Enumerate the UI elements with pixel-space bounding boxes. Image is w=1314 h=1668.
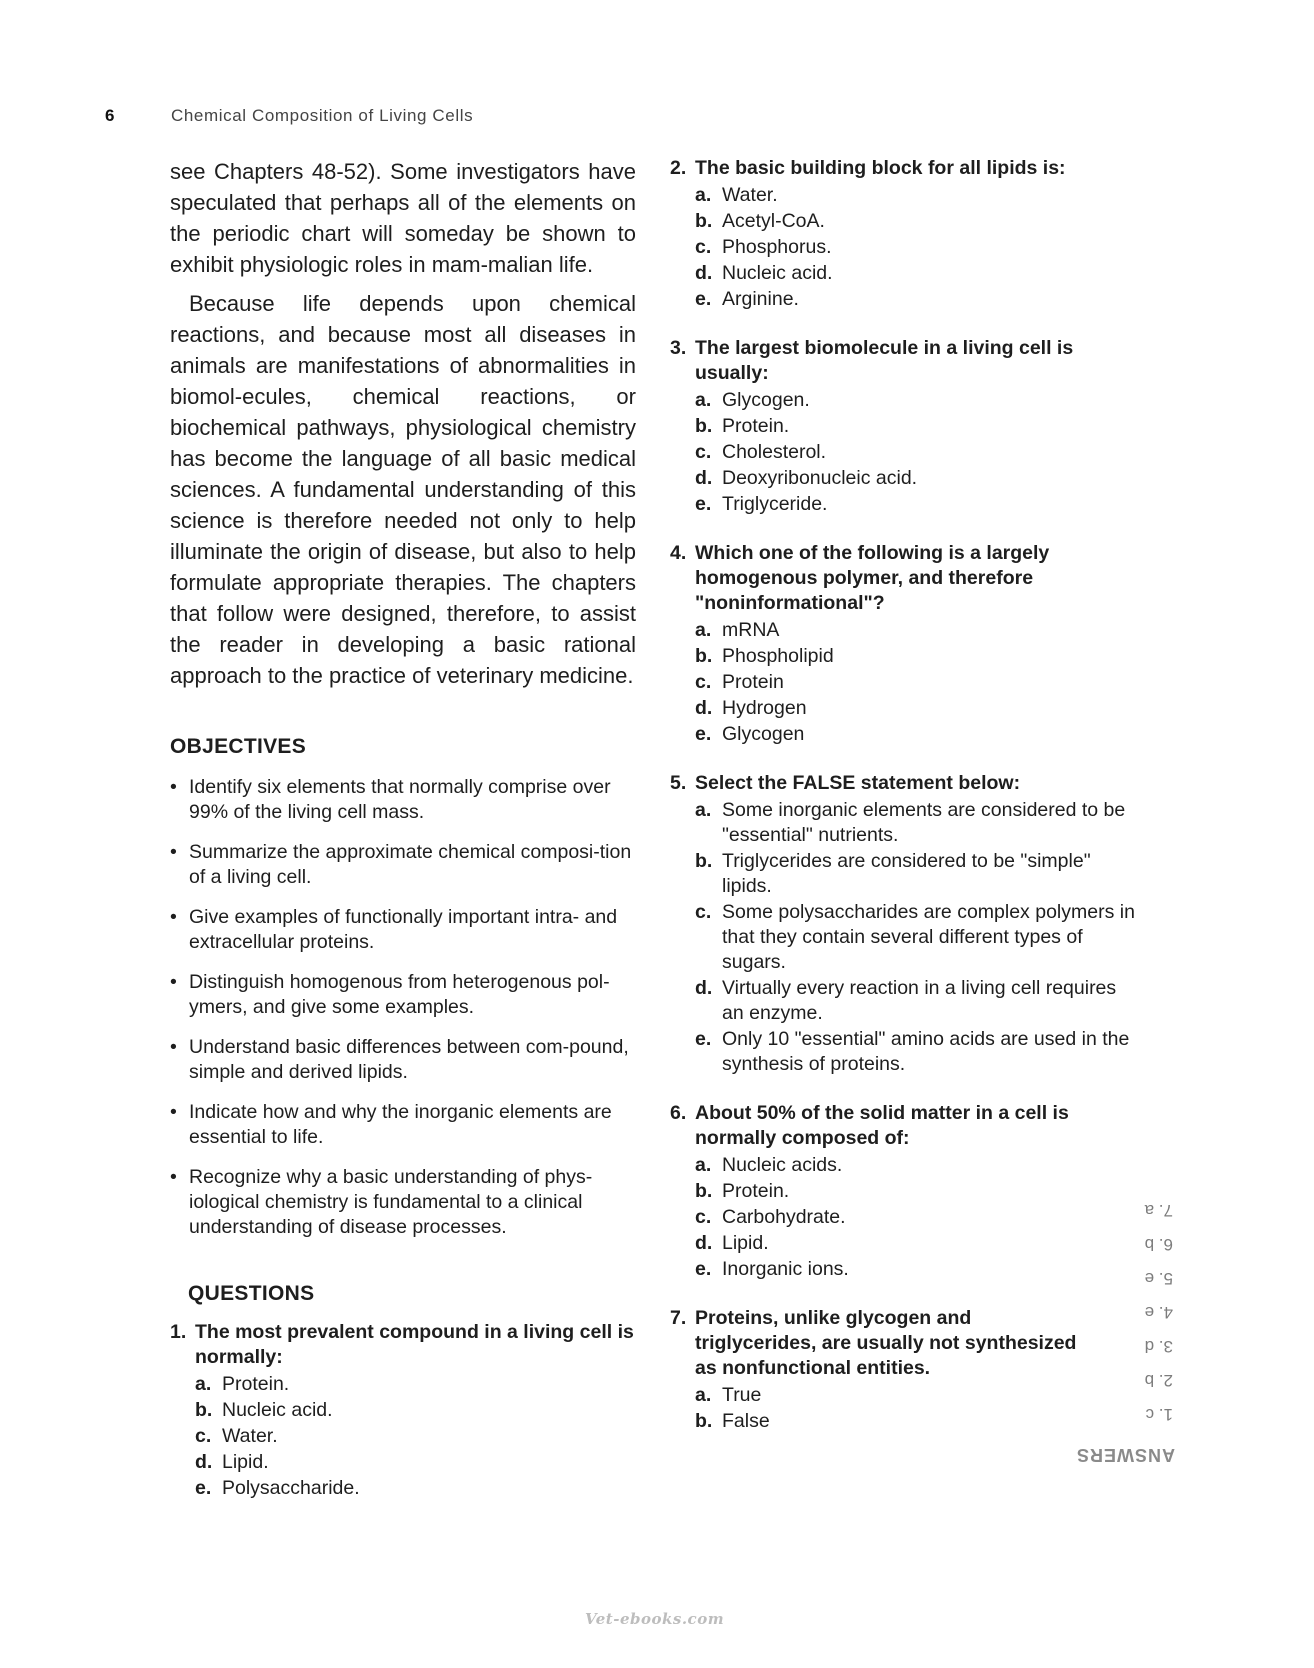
option-list <box>170 1372 636 1501</box>
bullet-icon: • <box>170 1166 177 1188</box>
option-letter: a. <box>695 799 712 821</box>
question-1 <box>170 1320 636 1501</box>
option <box>670 1153 1140 1178</box>
option-letter: e. <box>695 1028 712 1050</box>
question-number: 1. <box>170 1321 187 1343</box>
question-5 <box>670 771 1140 1077</box>
option <box>670 388 1140 413</box>
right-column <box>670 156 1140 1458</box>
option-text: Virtually every reaction in a living cell requires an enzyme. <box>722 977 1117 1024</box>
option-letter: a. <box>695 389 712 411</box>
running-title: Chemical Composition of Living Cells <box>171 106 474 125</box>
option-letter: d. <box>695 467 713 489</box>
option-letter: a. <box>695 1384 712 1406</box>
running-head <box>105 104 473 128</box>
question-text: The basic building block for all lipids is: <box>695 157 1066 179</box>
option-list <box>670 798 1140 1077</box>
option-letter: c. <box>195 1425 212 1447</box>
objectives-list <box>170 775 636 1240</box>
option-text: False <box>722 1410 770 1432</box>
answer-item: 4. e <box>1144 1303 1173 1322</box>
option-text: Phosphorus. <box>722 236 832 258</box>
questions-heading: QUESTIONS <box>188 1282 315 1305</box>
body-paragraph-1: see Chapters 48-52). Some investigators have speculated that perhaps all of the elements on the periodic chart will someday be shown to exhibit physiologic roles in mam-malian life. <box>170 159 636 277</box>
objective-text: Distinguish homogenous from heterogenous pol-ymers, and give some examples. <box>189 971 610 1018</box>
option <box>670 644 1140 669</box>
option-letter: b. <box>695 210 713 232</box>
option-letter: a. <box>195 1373 212 1395</box>
option-list <box>670 183 1140 312</box>
question-7 <box>670 1306 1090 1434</box>
option-letter: c. <box>695 1206 712 1228</box>
bullet-icon: • <box>170 1101 177 1123</box>
option-text: Triglycerides are considered to be "simple" lipids. <box>722 850 1091 897</box>
option-letter: d. <box>695 697 713 719</box>
option-list <box>670 388 1140 517</box>
option-letter: c. <box>695 671 712 693</box>
answer-item: 6. b <box>1144 1235 1173 1254</box>
option-letter: e. <box>695 1258 712 1280</box>
option-letter: d. <box>695 262 713 284</box>
question-stem <box>670 1101 1140 1151</box>
option-letter: a. <box>695 1154 712 1176</box>
answer-item: 7. a <box>1144 1201 1173 1220</box>
question-4 <box>670 541 1140 747</box>
option <box>670 976 1140 1026</box>
option-letter: d. <box>195 1451 213 1473</box>
option <box>670 1179 1140 1204</box>
objective-item <box>170 840 636 890</box>
option-text: Carbohydrate. <box>722 1206 846 1228</box>
option-letter: e. <box>195 1477 212 1499</box>
option-list <box>670 1153 1140 1282</box>
option-text: Triglyceride. <box>722 493 828 515</box>
option <box>170 1424 636 1449</box>
question-stem <box>670 336 1140 386</box>
bullet-icon: • <box>170 971 177 993</box>
question-text: Proteins, unlike glycogen and triglycerides, are usually not synthesized as nonfunctional entities. <box>695 1307 1077 1379</box>
option <box>670 183 1140 208</box>
objective-text: Give examples of functionally important intra- and extracellular proteins. <box>189 906 618 953</box>
objective-text: Indicate how and why the inorganic elements are essential to life. <box>189 1101 612 1148</box>
objective-item <box>170 1035 636 1085</box>
option-text: True <box>722 1384 762 1406</box>
option-text: Some inorganic elements are considered to be "essential" nutrients. <box>722 799 1126 846</box>
option-text: Polysaccharide. <box>222 1477 360 1499</box>
question-text: Which one of the following is a largely homogenous polymer, and therefore "noninformational"? <box>695 542 1050 614</box>
option <box>170 1398 636 1423</box>
question-text: The most prevalent compound in a living cell is normally: <box>195 1321 634 1368</box>
bullet-icon: • <box>170 906 177 928</box>
option <box>670 1231 1140 1256</box>
option <box>670 440 1140 465</box>
option <box>670 798 1140 848</box>
option-letter: b. <box>695 1180 713 1202</box>
option <box>670 287 1140 312</box>
left-column <box>170 156 636 1525</box>
option <box>670 235 1140 260</box>
option-text: Only 10 "essential" amino acids are used in the synthesis of proteins. <box>722 1028 1130 1075</box>
option <box>670 1383 1090 1408</box>
option-letter: b. <box>695 645 713 667</box>
question-number: 4. <box>670 542 687 564</box>
option <box>670 466 1140 491</box>
page-number: 6 <box>105 106 116 125</box>
objective-item <box>170 775 636 825</box>
question-stem <box>670 1306 1090 1381</box>
option-text: Nucleic acid. <box>222 1399 333 1421</box>
option-letter: b. <box>195 1399 213 1421</box>
option-letter: e. <box>695 723 712 745</box>
option <box>670 670 1140 695</box>
option-text: Glycogen. <box>722 389 810 411</box>
objective-item <box>170 1165 636 1240</box>
option-letter: c. <box>695 236 712 258</box>
objective-text: Understand basic differences between com-pound, simple and derived lipids. <box>189 1036 629 1083</box>
answer-key <box>1075 1188 1175 1467</box>
option <box>170 1372 636 1397</box>
objectives-heading: OBJECTIVES <box>170 735 307 758</box>
option-letter: b. <box>695 415 713 437</box>
option-letter: e. <box>695 493 712 515</box>
option-letter: a. <box>695 184 712 206</box>
option-text: Phospholipid <box>722 645 834 667</box>
option <box>670 696 1140 721</box>
question-3 <box>670 336 1140 517</box>
objective-text: Identify six elements that normally comprise over 99% of the living cell mass. <box>189 776 611 823</box>
option-text: Hydrogen <box>722 697 807 719</box>
option <box>670 900 1140 975</box>
question-stem <box>670 771 1140 796</box>
answers-heading: ANSWERS <box>1075 1445 1175 1465</box>
question-text: Select the FALSE statement below: <box>695 772 1021 794</box>
option-text: Protein. <box>222 1373 290 1395</box>
answer-item: 2. b <box>1144 1371 1173 1390</box>
option-text: Protein. <box>722 1180 790 1202</box>
question-stem <box>170 1320 636 1370</box>
bullet-icon: • <box>170 1036 177 1058</box>
question-text: About 50% of the solid matter in a cell is normally composed of: <box>695 1102 1069 1149</box>
objective-item <box>170 905 636 955</box>
question-2 <box>670 156 1140 312</box>
option-text: Deoxyribonucleic acid. <box>722 467 918 489</box>
objective-item <box>170 1100 636 1150</box>
question-6 <box>670 1101 1140 1282</box>
option-text: Acetyl-CoA. <box>722 210 825 232</box>
option-text: mRNA <box>722 619 780 641</box>
question-number: 3. <box>670 337 687 359</box>
answer-item: 5. e <box>1144 1269 1173 1288</box>
option <box>670 1409 1090 1434</box>
option <box>670 261 1140 286</box>
option-letter: b. <box>695 850 713 872</box>
option <box>670 1027 1140 1077</box>
question-stem <box>670 156 1140 181</box>
option-text: Glycogen <box>722 723 805 745</box>
option <box>670 1257 1140 1282</box>
option-text: Arginine. <box>722 288 799 310</box>
option-text: Protein. <box>722 415 790 437</box>
option <box>670 1205 1140 1230</box>
bullet-icon: • <box>170 841 177 863</box>
option-text: Nucleic acid. <box>722 262 833 284</box>
option-letter: a. <box>695 619 712 641</box>
option-letter: c. <box>695 901 712 923</box>
question-number: 5. <box>670 772 687 794</box>
body-paragraph-2: Because life depends upon chemical reactions, and because most all diseases in animals are manifestations of abnormalities in biomol-ecules, chemical reactions, or biochemical pathways, physiological chemistry has become the language of all basic medical sciences. A fundamental understanding of this science is therefore needed not only to help illuminate the origin of disease, but also to help formulate appropriate therapies. The chapters that follow were designed, therefore, to assist the reader in developing a basic rational approach to the practice of veterinary medicine. <box>170 291 636 688</box>
option <box>670 722 1140 747</box>
objective-text: Recognize why a basic understanding of phys-iological chemistry is fundamental to a clinical understanding of disease processes. <box>189 1166 593 1238</box>
option-letter: e. <box>695 288 712 310</box>
answer-item: 1. c <box>1145 1405 1173 1424</box>
option <box>170 1476 636 1501</box>
option-letter: d. <box>695 1232 713 1254</box>
option-text: Water. <box>222 1425 278 1447</box>
option-text: Nucleic acids. <box>722 1154 843 1176</box>
bullet-icon: • <box>170 776 177 798</box>
option-text: Some polysaccharides are complex polymers in that they contain several different types of sugars. <box>722 901 1135 973</box>
option <box>670 414 1140 439</box>
objective-text: Summarize the approximate chemical composi-tion of a living cell. <box>189 841 632 888</box>
option-letter: b. <box>695 1410 713 1432</box>
option <box>670 492 1140 517</box>
option-text: Inorganic ions. <box>722 1258 849 1280</box>
watermark-logo: Vet-ebooks.com <box>585 1610 725 1628</box>
question-stem <box>670 541 1140 616</box>
option <box>670 209 1140 234</box>
option <box>670 849 1140 899</box>
objective-item <box>170 970 636 1020</box>
option-text: Lipid. <box>222 1451 269 1473</box>
question-number: 2. <box>670 157 687 179</box>
answer-item: 3. d <box>1144 1337 1173 1356</box>
option-letter: d. <box>695 977 713 999</box>
option-list <box>670 618 1140 747</box>
option-text: Lipid. <box>722 1232 769 1254</box>
option-text: Protein <box>722 671 784 693</box>
option-text: Water. <box>722 184 778 206</box>
option-letter: c. <box>695 441 712 463</box>
option-text: Cholesterol. <box>722 441 827 463</box>
question-number: 7. <box>670 1307 687 1329</box>
question-number: 6. <box>670 1102 687 1124</box>
option <box>670 618 1140 643</box>
option <box>170 1450 636 1475</box>
question-text: The largest biomolecule in a living cell is usually: <box>695 337 1074 384</box>
option-list <box>670 1383 1090 1434</box>
